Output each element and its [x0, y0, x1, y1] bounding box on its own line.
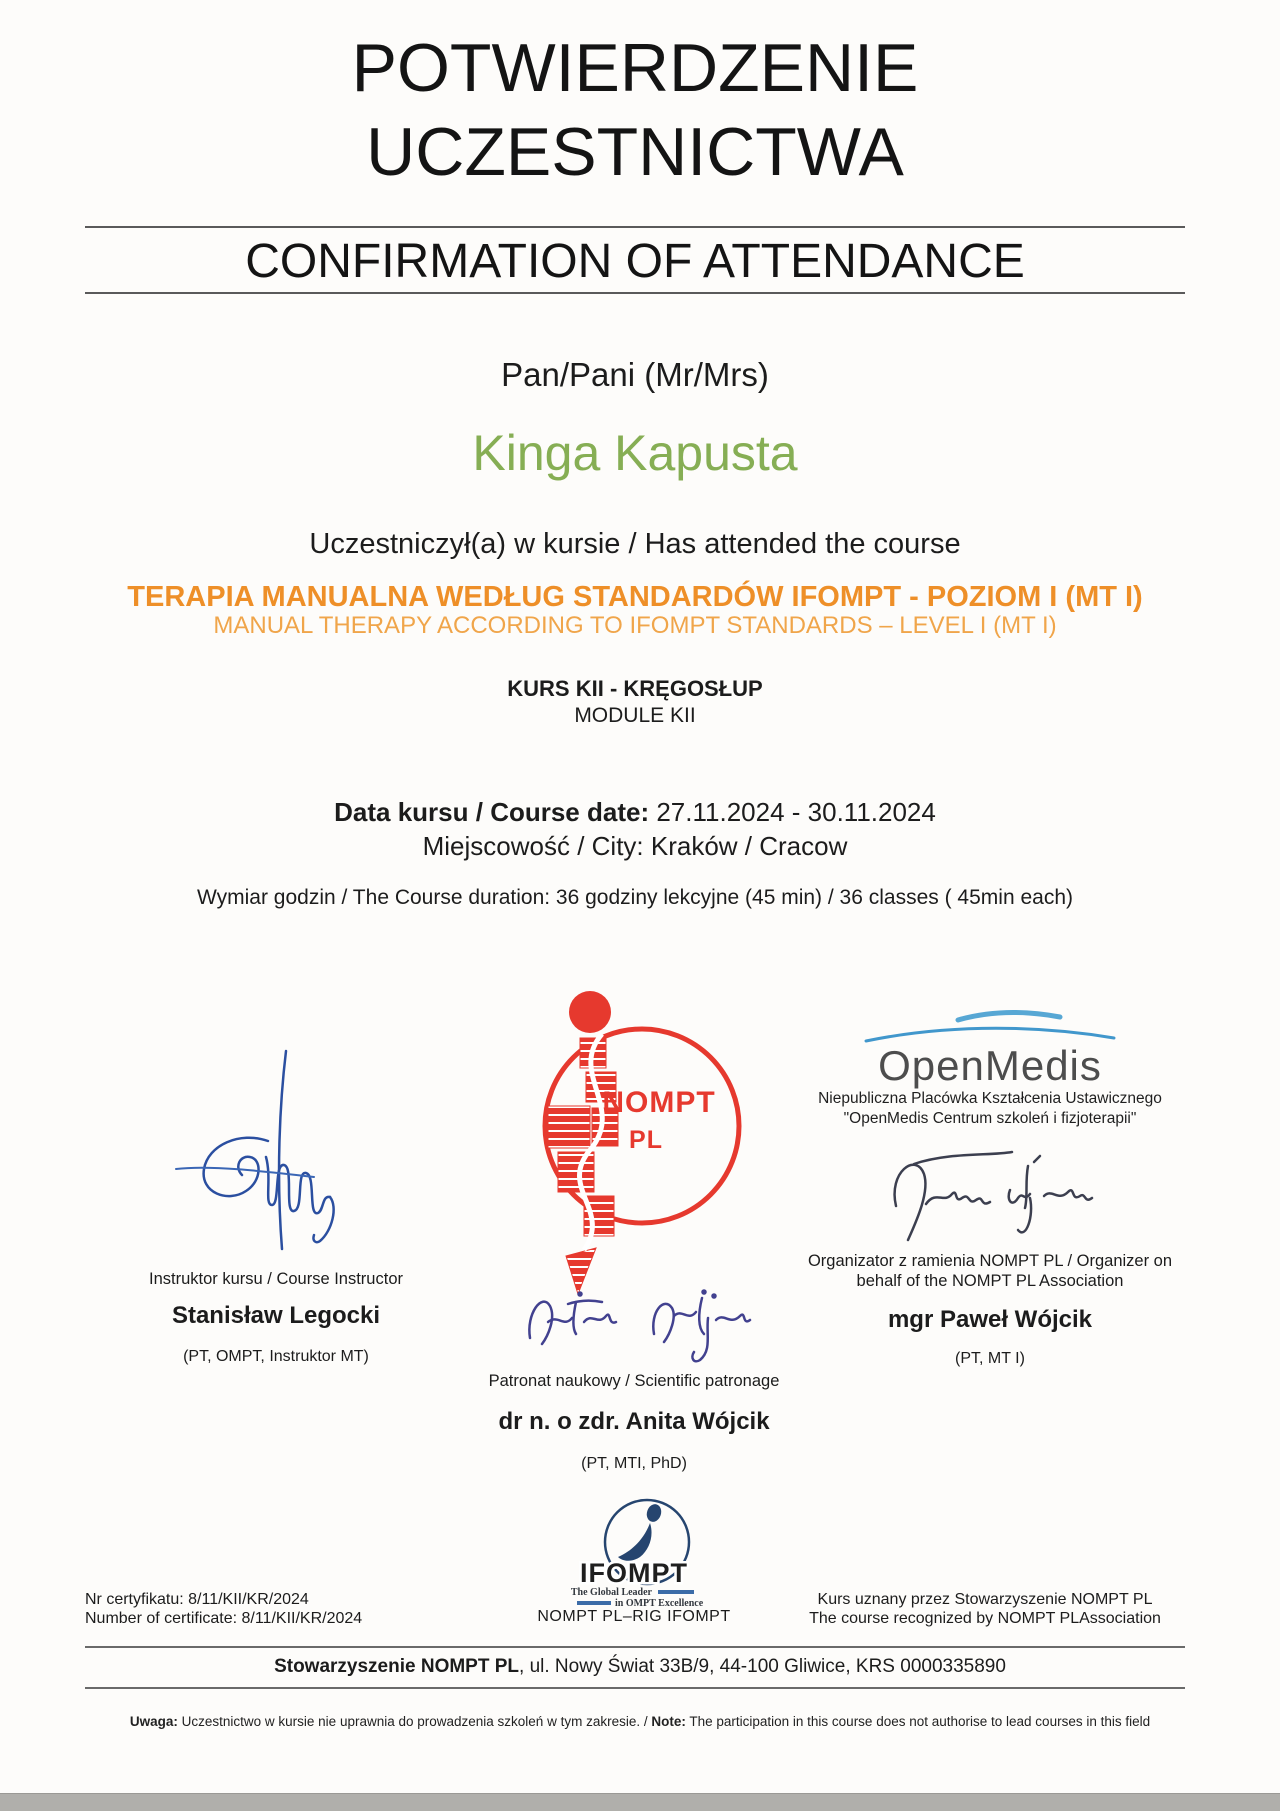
- note-text-en: The participation in this course does not authorise to lead courses in this field: [685, 1714, 1151, 1729]
- certificate-number-pl: Nr certyfikatu: 8/11/KII/KR/2024: [85, 1591, 309, 1608]
- ifompt-tagline2: in OMPT Excellence: [615, 1598, 704, 1609]
- organizer-role: [760, 1251, 1220, 1291]
- instructor-credentials: (PT, OMPT, Instruktor MT): [183, 1348, 369, 1365]
- ifompt-caption: NOMPT PL–RIG IFOMPT: [537, 1608, 731, 1625]
- organizer-role-line1: Organizator z ramienia NOMPT PL / Organizer on: [807, 1252, 1173, 1270]
- course-title-en: MANUAL THERAPY ACCORDING TO IFOMPT STANDARDS – LEVEL I (MT I): [213, 612, 1057, 639]
- nompt-logo: [528, 988, 768, 1300]
- organizer-role-line2: behalf of the NOMPT PL Association: [856, 1272, 1124, 1290]
- footer-divider-top: [85, 1646, 1185, 1648]
- title-polish-line2: UCZESTNICTWA: [366, 114, 904, 190]
- openmedis-desc-line2: "OpenMedis Centrum szkoleń i fizjoterapii": [843, 1110, 1137, 1127]
- recognition-pl: Kurs uznany przez Stowarzyszenie NOMPT PL: [817, 1591, 1153, 1608]
- instructor-name: Stanisław Legocki: [171, 1302, 381, 1329]
- course-title-pl: TERAPIA MANUALNA WEDŁUG STANDARDÓW IFOMPT - POZIOM I (MT I): [127, 581, 1143, 613]
- course-module-en: MODULE KII: [574, 704, 696, 727]
- ifompt-brand-text: IFOMPT: [580, 1558, 688, 1588]
- footer-divider-bottom: [85, 1687, 1185, 1689]
- attended-line: Uczestniczył(a) w kursie / Has attended the course: [309, 528, 961, 560]
- salutation: Pan/Pani (Mr/Mrs): [501, 356, 769, 393]
- instructor-role: Instruktor kursu / Course Instructor: [148, 1270, 403, 1288]
- footer-note: [0, 1714, 1280, 1729]
- patron-role: Patronat naukowy / Scientific patronage: [488, 1372, 780, 1390]
- course-city-line: Miejscowość / City: Kraków / Cracow: [422, 831, 848, 861]
- title-english: CONFIRMATION OF ATTENDANCE: [245, 235, 1025, 288]
- ifompt-figure-body: [618, 1523, 652, 1561]
- recognition-block: [745, 1590, 1225, 1628]
- patron-name: dr n. o zdr. Anita Wójcik: [498, 1408, 770, 1435]
- organizer-name: mgr Paweł Wójcik: [887, 1306, 1093, 1333]
- recognition-en: The course recognized by NOMPT PLAssociation: [809, 1610, 1161, 1627]
- course-date-value: 27.11.2024 - 30.11.2024: [649, 797, 936, 827]
- ifompt-figure-head: [645, 1502, 664, 1523]
- nompt-dot: [569, 991, 611, 1033]
- certificate-number-block: [85, 1590, 362, 1628]
- note-label-pl: Uwaga:: [129, 1714, 178, 1729]
- course-date-label: Data kursu / Course date:: [334, 797, 650, 827]
- course-date-line: [85, 797, 1185, 828]
- ifompt-tagline1: The Global Leader: [570, 1587, 652, 1598]
- ifompt-bar-right: [658, 1590, 694, 1594]
- association-address: , ul. Nowy Świat 33B/9, 44-100 Gliwice, KRS 0000335890: [519, 1656, 1006, 1677]
- participant-name: Kinga Kapusta: [472, 425, 798, 481]
- patron-credentials: (PT, MTI, PhD): [581, 1455, 687, 1472]
- certificate-number-en: Number of certificate: 8/11/KII/KR/2024: [85, 1610, 363, 1627]
- note-label-en: Note:: [651, 1714, 686, 1729]
- patron-signature: [518, 1276, 753, 1368]
- organizer-credentials: (PT, MT I): [955, 1350, 1025, 1367]
- course-duration-line: Wymiar godzin / The Course duration: 36 godziny lekcyjne (45 min) / 36 classes ( 45min each): [197, 886, 1073, 909]
- association-line: [0, 1656, 1280, 1678]
- scan-edge-bar: [0, 1793, 1280, 1811]
- course-module-pl: KURS KII - KRĘGOSŁUP: [507, 676, 763, 701]
- openmedis-desc-line1: Niepubliczna Placówka Kształcenia Ustawicznego: [818, 1090, 1162, 1107]
- divider-title: [85, 292, 1185, 294]
- title-polish-line1: POTWIERDZENIE: [351, 30, 919, 106]
- note-text-pl: Uczestnictwo w kursie nie uprawnia do prowadzenia szkoleń w tym zakresie. /: [177, 1714, 652, 1729]
- nompt-logo-text: NOMPT: [602, 1086, 716, 1119]
- openmedis-swoosh-icon: [858, 1008, 1123, 1046]
- divider-top: [85, 226, 1185, 228]
- openmedis-brand: OpenMedis: [878, 1042, 1102, 1089]
- instructor-signature: [170, 1045, 350, 1255]
- ifompt-logo: [534, 1497, 734, 1612]
- nompt-logo-sub: PL: [629, 1126, 663, 1154]
- association-name: Stowarzyszenie NOMPT PL: [274, 1656, 520, 1677]
- title-polish: [85, 26, 1185, 194]
- organizer-signature: [878, 1148, 1098, 1253]
- ifompt-bar-left: [577, 1601, 611, 1605]
